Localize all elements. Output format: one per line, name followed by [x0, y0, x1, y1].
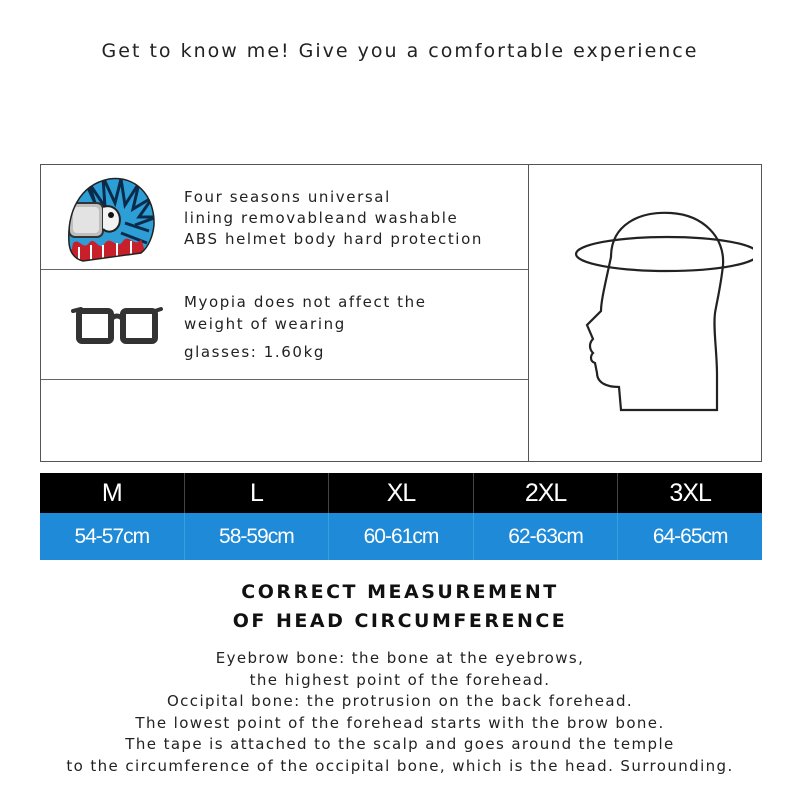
panel-divider-row2 — [41, 379, 528, 380]
measurement-title-line: CORRECT MEASUREMENT — [241, 581, 559, 603]
helmet-icon — [65, 173, 157, 263]
head-measurement-icon — [553, 205, 753, 420]
size-range: 60-61cm — [329, 513, 474, 560]
instruction-line: The tape is attached to the scalp and goes around the temple — [125, 735, 675, 753]
size-label-row — [40, 473, 762, 513]
size-range: 54-57cm — [40, 513, 185, 560]
size-range: 62-63cm — [474, 513, 619, 560]
glasses-feature-text — [184, 291, 427, 363]
measurement-title-line: OF HEAD CIRCUMFERENCE — [232, 610, 568, 632]
panel-divider-row1 — [41, 269, 528, 270]
glasses-feature-line: Myopia does not affect the — [184, 293, 427, 311]
size-range: 64-65cm — [652, 524, 728, 548]
size-chart — [40, 473, 762, 560]
helmet-feature-line: Four seasons universal — [184, 188, 391, 206]
instruction-line: the highest point of the forehead. — [249, 670, 551, 689]
glasses-feature-line: glasses: 1.60kg — [184, 343, 325, 361]
glasses-feature-line: weight of wearing — [184, 315, 346, 333]
instruction-line: Occipital bone: the protrusion on the back forehead. — [166, 692, 634, 710]
measurement-title — [0, 578, 800, 636]
feature-panel — [40, 164, 762, 462]
instruction-line: The lowest point of the forehead starts with the brow bone. — [135, 713, 665, 732]
page-headline: Get to know me! Give you a comfortable experience — [101, 40, 699, 62]
size-label: M — [40, 473, 185, 513]
size-range: 58-59cm — [185, 513, 330, 560]
size-label: L — [185, 473, 330, 513]
instruction-line: Eyebrow bone: the bone at the eyebrows, — [215, 649, 585, 667]
size-label: 2XL — [474, 473, 619, 513]
panel-divider-vertical — [528, 165, 529, 461]
helmet-feature-line: lining removableand washable — [184, 209, 459, 227]
glasses-icon — [71, 305, 163, 349]
size-range-row — [40, 513, 762, 560]
instruction-line: to the circumference of the occipital bone, which is the head. Surrounding. — [66, 756, 734, 775]
size-label: XL — [329, 473, 474, 513]
helmet-feature-line: ABS helmet body hard protection — [184, 230, 483, 248]
helmet-feature-text — [184, 187, 483, 250]
size-label: 3XL — [669, 478, 711, 507]
measurement-instructions — [0, 648, 800, 777]
